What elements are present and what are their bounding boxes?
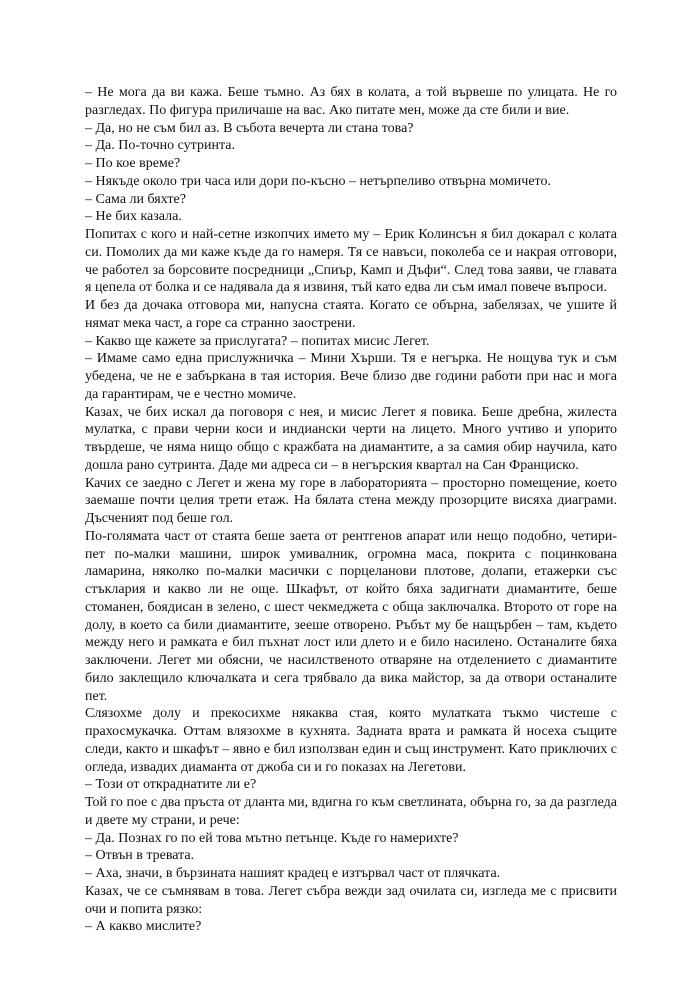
paragraph: Попитах с кого и най‐сетне изкопчих името му – Ерик Колинсън я бил докарал с колата си. Помолих да ми каже къде да го намеря. Тя се навъси, поколеба се и накрая отговори, че работел за борсовите посредници „Спиър, Камп и Дъфи“. След това заяви, че главата я цепела от болка и се надявала да я извиня, тъй като едва ли съм имал повече въпроси. <box>85 227 617 296</box>
paragraph: – Да. Познах го по ей това мътно петънце. Къде го намерихте? <box>85 830 459 846</box>
paragraph: Той го пое с два пръста от дланта ми, вдигна го към светлината, обърна го, за да разгледа и двете му страни, и рече: <box>85 795 617 828</box>
paragraph: – Този от откраднатите ли е? <box>85 777 257 793</box>
paragraph: Качих се заедно с Легет и жена му горе в лабораторията – просторно помещение, което заемаше почти целия трети етаж. На бялата стена между прозорците висяха диаграми. Дъсченият под беше гол. <box>85 475 617 526</box>
paragraph: – По кое време? <box>85 156 181 171</box>
paragraph: По‐голямата част от стаята беше заета от рентгенов апарат или нещо подобно, четири‐пет по‐малки машини, широк умивалник, огромна маса, покрита с поцинкована ламарина, няколко по‐малки масички с порцеланови плотове, долапи, етажерки със стъклария и какво ли не още. Шкафът, от който бяха задигнати диамантите, беше стоманен, боядисан в зелено, с шест чекмеджета с обща заключалка. Второто от горе на долу, в което са били диамантите, зееше отворено. Ръбът му бе нащърбен – там, където между него и рамката е бил пъхнат лост или длето и е било насилено. Останалите бяха заключени. Легет ми обясни, че насилственото отваряне на отделението с диамантите било заклещило ключалката и сега трябвало да вика майстор, за да отвори останалите пет. <box>85 528 617 704</box>
paragraph: – Отвън в тревата. <box>85 848 195 864</box>
paragraph: Казах, че се съмнявам в това. Легет събра вежди зад очилата си, изгледа ме с присвити очи и попита рязко: <box>85 883 617 917</box>
paragraph: – Да. По‐точно сутринта. <box>85 138 235 154</box>
paragraph: – Да, но не съм бил аз. В събота вечерта ли стана това? <box>85 120 414 136</box>
paragraph: – Не мога да ви кажа. Беше тъмно. Аз бях в колата, а той вървеше по улицата. Не го разгледах. По фигура приличаше на вас. Ако питате мен, може да сте били и вие. <box>85 85 617 118</box>
paragraph: – Имаме само една прислужничка – Мини Хърши. Тя е негърка. Не нощува тук и съм убедена, че не е забъркана в тая история. Вече близо две години работи при нас и мога да гарантирам, че е честно момиче. <box>85 351 617 402</box>
paragraph: И без да дочака отговора ми, напусна стаята. Когато се обърна, забелязах, че ушите й нямат мека част, а горе са странно заострени. <box>85 298 617 331</box>
paragraph: Казах, че бих искал да поговоря с нея, и мисис Легет я повика. Беше дребна, жилеста мулатка, с прави черни коси и индиански черти на лицето. Много учтиво и упорито твърдеше, че няма нищо общо с кражбата на диамантите, а за самия обир научила, като дошла рано сутринта. Даде ми адреса си – в негърския квартал на Сан Франциско. <box>85 404 617 473</box>
paragraph: – Аха, значи, в бързината нашият крадец е изтървал част от плячката. <box>85 866 501 881</box>
paragraph: – Какво ще кажете за прислугата? – попитах мисис Легет. <box>85 333 430 349</box>
document-body <box>85 84 617 936</box>
paragraph: Слязохме долу и прекосихме някаква стая, която мулатката тъкмо чистеше с прахосмукачка. Оттам влязохме в кухнята. Задната врата и рамката й носеха същите следи, както и шкафът – явно е бил използван един и същ инструмент. Като приключих с огледа, извадих диаманта от джоба си и го показах на Легетови. <box>85 706 617 775</box>
paragraph: – Не бих казала. <box>85 209 182 225</box>
paragraph: – А какво мислите? <box>85 919 202 935</box>
paragraph: – Сама ли бяхте? <box>85 191 186 207</box>
paragraph: – Някъде около три часа или дори по‐късно – нетърпеливо отвърна момичето. <box>85 173 551 189</box>
